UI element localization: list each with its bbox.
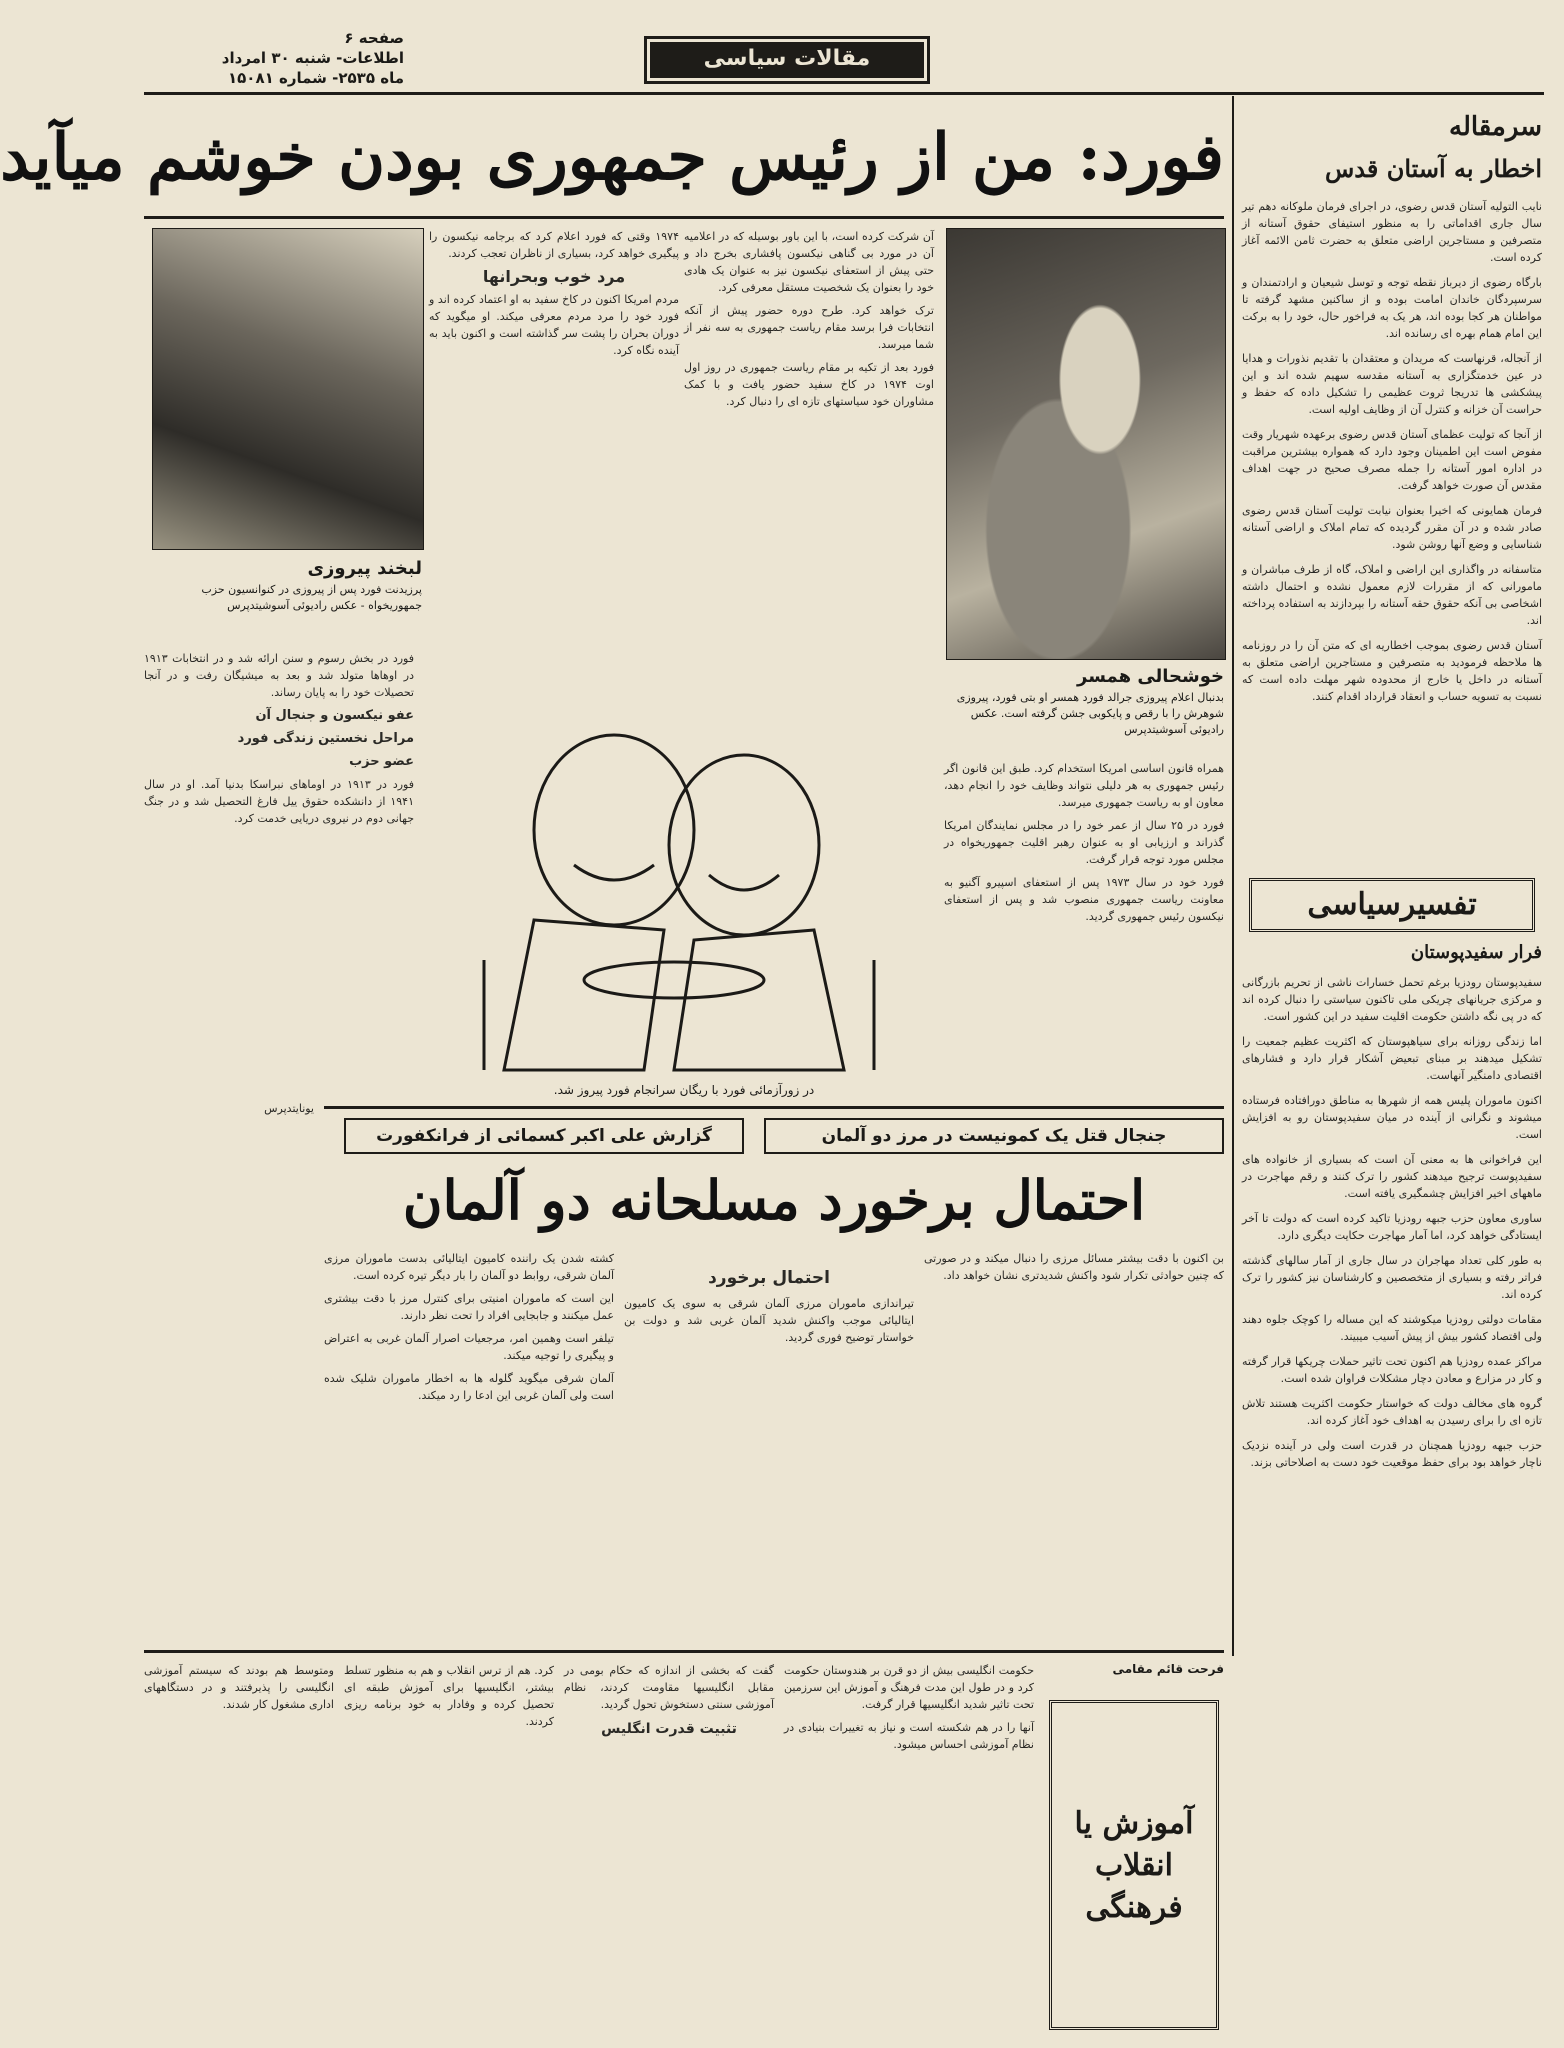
photo-caption-left: [152, 556, 422, 614]
photo-betty-ford: [946, 228, 1226, 660]
editorial-paragraph: از آنجاله، قرنهاست که مریدان و معتقدان با تقدیم نذورات و هدایا در عین خدمتگزاری به آستانه مقدسه سهیم شده اند و این پیشکشی ها تدریجا ثروت عظیمی را تشکیل داده که حفظ و حراست آن خزانه و کنترل آن از وظایف اولیه است.: [1242, 352, 1542, 416]
top-story-paragraph: فورد در ۱۹۱۳ در اوماهای نبراسکا بدنیا آمد. او در سال ۱۹۴۱ از دانشکده حقوق ییل فارغ التحصیل شد و در جنگ جهانی دوم در نیروی دریایی خدمت کرد.: [144, 778, 414, 825]
top-story-paragraph: فورد بعد از تکیه بر مقام ریاست جمهوری در روز اول اوت ۱۹۷۴ در کاخ سفید حضور یافت و با کمک مشاوران خود سیاستهای تازه ای را دنبال کرد.: [684, 361, 934, 408]
second-story-paragraph: کشته شدن یک راننده کامیون ایتالیائی بدست ماموران مرزی آلمان شرقی، روابط دو آلمان را بار دیگر تیره کرده است.: [324, 1252, 614, 1282]
third-story-byline: فرحت قائم مقامی: [1112, 1662, 1224, 1676]
commentary-paragraph: مراکز عمده رودزیا هم اکنون تحت تاثیر حملات چریکها قرار گرفته و کار در مزارع و معادن دچار مشکلات فراوان شده است.: [1242, 1355, 1542, 1385]
third-story-subhead: تثبیت قدرت انگلیس: [601, 1721, 737, 1737]
second-story-subhead: احتمال برخورد: [708, 1268, 830, 1288]
top-story-lower-left: [144, 650, 414, 1100]
second-story-col-left: [324, 1250, 614, 1640]
top-story-paragraph: فورد در ۲۵ سال از عمر خود را در مجلس نمایندگان امریکا گذراند و ارزیابی او به عنوان رهبر اقلیت جمهوریخواه در مجلس مورد توجه قرار گرفت.: [944, 819, 1224, 866]
third-story-paragraph: آنها را در هم شکسته است و نیاز به تغییرات بنیادی در نظام آموزشی احساس میشود.: [784, 1721, 1034, 1751]
third-story-rule: [144, 1650, 1224, 1653]
commentary-paragraph: مقامات دولتی رودزیا میکوشند که این مساله را کوچک جلوه دهند ولی اقتصاد کشور بیش از پیش آسیب میبیند.: [1242, 1313, 1542, 1343]
second-story-credit: یونایتدپرس: [264, 1102, 314, 1115]
editorial-title: اخطار به آستان قدس: [1324, 154, 1542, 183]
second-story-col-mid: [624, 1250, 914, 1640]
commentary-paragraph: اما زندگی روزانه برای سیاهپوستان که اکثریت عظیم جمعیت را تشکیل میدهند بر مبنای تبعیض آشکار قرار دارد و فشارهای اقتصادی دامنگیر آنهاست.: [1242, 1035, 1542, 1082]
section-tab: مقالات سیاسی: [644, 36, 930, 84]
top-story-subhead: مرد خوب وبحرانها: [482, 267, 626, 286]
top-story-paragraph: فورد در بخش رسوم و سنن ارائه شد و در انتخابات ۱۹۱۳ در اوهاها متولد شد و بعد به میشیگان رفت و در آنجا تحصیلات خود را به پایان رساند.: [144, 652, 414, 699]
top-story-paragraph: همراه قانون اساسی امریکا استخدام کرد. طبق این قانون اگر رئیس جمهوری به هر دلیلی نتواند وظایف خود را انجام دهد، معاون او به ریاست جمهوری میرسد.: [944, 762, 1224, 809]
commentary-box: [1249, 878, 1535, 932]
editorial-body: [1242, 198, 1542, 828]
editorial-paragraph: بارگاه رضوی از دیرباز نقطه توجه و توسل شیعیان و ارادتمندان و سرسپردگان خاندان امامت بوده و از ساکنین مشهد گرفته تا مواطنان هر کجا بوده اند، هر یک به فراخور حال، خود را به برکت این امام همام بهره ای رسانده اند.: [1242, 276, 1542, 340]
editorial-paragraph: آستان قدس رضوی بموجب اخطاریه ای که متن آن را در روزنامه ها ملاحظه فرمودید به متصرفین و مستاجرین اراضی متعلق به آستانه در داخل یا خارج از محدوده شهر مهلت داده است که نسبت به تسویه حساب و انعقاد قرارداد اقدام کنند.: [1242, 639, 1542, 703]
commentary-box-title: تفسیرسیاسی: [1307, 887, 1477, 922]
photo-caption-left-text: پرزیدنت فورد پس از پیروزی در کنوانسیون حزب جمهوریخواه - عکس رادیوئی آسوشیتدپرس: [201, 583, 422, 612]
second-story-paragraph: تیراندازی ماموران مرزی آلمان شرقی به سوی یک کامیون ایتالیائی موجب واکنش شدید آلمان غربی شد و دولت بن خواستار توضیح فوری گردید.: [624, 1297, 914, 1344]
top-story-subhead: عفو نیکسون و جنجال آن: [255, 708, 414, 723]
commentary-body: [1242, 974, 1542, 1974]
photo-caption-left-title: لبخند پیروزی: [307, 558, 422, 579]
third-story-paragraph: ومتوسط هم بودند که سیستم آموزشی انگلیسی را پذیرفتند و در دستگاههای اداری مشغول کار شدند.: [144, 1664, 334, 1711]
top-story-col2: [429, 228, 679, 658]
third-story-paragraph: کرد. هم از ترس انقلاب و هم به منظور تسلط بیشتر، انگلیسیها برای آموزش طبقه ای تحصیل کرده و وفادار به خود برنامه ریزی کردند.: [344, 1664, 554, 1728]
photo-caption-right-text: بدنبال اعلام پیروزی جرالد فورد همسر او بتی فورد، پیروزی شوهرش را با رقص و پایکوبی جشن گرفته است. عکس رادیوئی آسوشیتدپرس: [956, 691, 1224, 736]
top-story-paragraph: آن شرکت کرده است، با این باور بوسیله که در اعلامیه آن در مورد بی گناهی نیکسون پافشاری بخرج داد و حتی پیش از استعفای نیکسون نیز به عنوان یک هادی خود را بعنوان یک شخصیت مستقل معرفی کرد.: [684, 230, 934, 294]
header-rule: [144, 92, 1544, 95]
commentary-paragraph: حزب جبهه رودزیا همچنان در قدرت است ولی در آینده نزدیک ناچار خواهد بود برای حفظ موقعیت خود دست به اصلاحاتی بزند.: [1242, 1439, 1542, 1469]
editorial-paragraph: متاسفانه در واگذاری این اراضی و املاک، گاه از طرف مباشران و مامورانی که از مقررات لازم معمول نشده و احتمال داشته اشخاصی بی آنکه حقوق حقه آستانه را بپردازند به استفاده پرداخته اند.: [1242, 563, 1542, 627]
photo-gerald-ford: [152, 228, 424, 550]
commentary-column: [1242, 940, 1542, 1974]
main-headline: فورد: من از رئیس جمهوری بودن خوشم میآید: [0, 120, 1224, 195]
third-story-col-2: [344, 1662, 554, 2032]
issue-date: اطلاعات- شنبه ۳۰ امرداد: [221, 49, 404, 67]
masthead-meta: [144, 28, 404, 88]
editorial-paragraph: از آنجا که تولیت عظمای آستان قدس رضوی برعهده شهریار وقت مفوض است این اطمینان وجود دارد که همواره بیشترین مراقبت در اداره امور آستانه را جمله مصرف صحیح در جهت اهداف مقدس آن صورت خواهد گرفت.: [1242, 428, 1542, 492]
page-label: صفحه ۶: [344, 29, 404, 47]
second-story-col-right: [924, 1250, 1224, 1640]
commentary-paragraph: ساوری معاون حزب جبهه رودزیا تاکید کرده است که دولت تا آخر ایستادگی خواهد کرد، اما آمار مهاجرت حکایت دیگری دارد.: [1242, 1212, 1542, 1242]
commentary-paragraph: اکنون ماموران پلیس همه از شهرها به مناطق دورافتاده فرستاده میشوند و نگرانی از آینده در میان سفیدپوستان رو به افزایش است.: [1242, 1094, 1542, 1141]
cartoon-caption: در زورآزمائی فورد با ریگان سرانجام فورد پیروز شد.: [553, 1083, 815, 1097]
third-story-paragraph: حکومت انگلیسی بیش از دو قرن بر هندوستان حکومت کرد و در طول این مدت فرهنگ و آموزش این سرزمین تحت تاثیر شدید انگلیسیها قرار گرفت.: [784, 1664, 1034, 1711]
second-story-col-far-left: [144, 1100, 314, 1600]
second-story-paragraph: تیلفر است وهمین امر، مرجعیات اصرار آلمان غربی به اعتراض و پیگیری را توجیه میکند.: [324, 1332, 614, 1362]
third-story-col-4: [784, 1662, 1034, 2032]
editorial: [1242, 110, 1542, 828]
second-story-headline: احتمال برخورد مسلحانه دو آلمان: [402, 1168, 1146, 1232]
second-story-paragraph: این است که ماموران امنیتی برای کنترل مرز با دقت بیشتری عمل میکنند و جابجایی افراد را تحت نظر دارند.: [324, 1292, 614, 1322]
top-story-lower-right: [944, 760, 1224, 1100]
top-story-paragraph: فورد خود در سال ۱۹۷۳ پس از استعفای اسپیرو آگنیو به معاونت ریاست جمهوری منصوب شد و پس از استعفای نیکسون رئیس جمهوری گردید.: [944, 876, 1224, 923]
commentary-paragraph: این فراخوانی ها به معنی آن است که بسیاری از خانواده های سفیدپوست ترجیح میدهند کشور را ترک کنند و رقم مهاجرت در ماههای اخیر افزایش چشمگیری یافته است.: [1242, 1153, 1542, 1200]
second-story-paragraph: آلمان شرقی میگوید گلوله ها به اخطار ماموران شلیک شده است ولی آلمان غربی این ادعا را رد میکند.: [324, 1372, 614, 1402]
third-story-title-box: آموزش یا انقلاب فرهنگی: [1049, 1700, 1219, 2030]
commentary-paragraph: گروه های مخالف دولت که خواستار حکومت اکثریت هستند تلاش تازه ای را برای رسیدن به اهداف خود آغاز کرده اند.: [1242, 1397, 1542, 1427]
top-story-paragraph: ۱۹۷۴ وقتی که فورد اعلام کرد که برجامه نیکسون را پیگیری خواهد کرد، بسیاری از ناظران تعجب کردند.: [429, 230, 679, 260]
photo-caption-right: [946, 664, 1224, 738]
editorial-kicker: سرمقاله: [1449, 112, 1542, 142]
editorial-paragraph: نایب التولیه آستان قدس رضوی، در اجرای فرمان ملوکانه دهم تیر سال جاری اقداماتی را به منظور استیفای حقوق آستانه از متصرفین و مستاجرین اراضی متعلق به حضرت ثامن الائمه آغاز کرده است.: [1242, 200, 1542, 264]
top-story-subhead: عضو حزب: [349, 754, 414, 769]
photo-caption-right-title: خوشحالی همسر: [1077, 666, 1224, 687]
top-story-paragraph: ترک خواهد کرد. طرح دوره حضور پیش از آنکه انتخابات فرا برسد مقام ریاست جمهوری به سه نفر از شما میرسد.: [684, 304, 934, 351]
headline-rule: [144, 216, 1224, 219]
editorial-paragraph: فرمان همایونی که اخیرا بعنوان نیابت تولیت آستان قدس رضوی صادر شده و در آن مقرر گردیده که تمام املاک و اراضی آستانه شناسایی و وضع آنها روشن شود.: [1242, 504, 1542, 551]
top-story-col1: [684, 228, 934, 658]
commentary-paragraph: سفیدپوستان رودزیا برغم تحمل خسارات ناشی از تحریم بازرگانی و مرکزی جریانهای چریکی ملی تاکنون سیاستی را دنبال کرده اند که در پی نگه داشتن حکومت اقلیت سفید در این کشور است.: [1242, 976, 1542, 1023]
second-story-rule: [324, 1106, 1224, 1109]
top-story-paragraph: مردم امریکا اکنون در کاخ سفید به او اعتماد کرده اند و فورد خود را مرد مردم معرفی میکند. او میگوید که دوران بحران را پشت سر گذاشته است و اکنون باید به آینده نگاه کرد.: [429, 293, 679, 357]
third-story-paragraph: گفت که بخشی از اندازه که حکام بومی در مقابل انگلیسیها مقاومت کردند، نظام آموزشی سنتی دستخوش تحول گردید.: [564, 1664, 774, 1711]
second-story-byline-box: گزارش علی اکبر کسمائی از فرانکفورت: [344, 1118, 744, 1154]
third-story-col-3: [564, 1662, 774, 2032]
commentary-paragraph: به طور کلی تعداد مهاجران در سال جاری از آمار سالهای گذشته فراتر رفته و بسیاری از متخصصین و کارشناسان نیز کشور را ترک کرده اند.: [1242, 1254, 1542, 1301]
issue-number: ماه ۲۵۳۵- شماره ۱۵۰۸۱: [227, 69, 404, 87]
second-story-paragraph: بن اکنون با دقت بیشتر مسائل مرزی را دنبال میکند و در صورتی که چنین حوادثی تکرار شود واکنش شدیدتری نشان خواهد داد.: [924, 1252, 1224, 1282]
commentary-subtitle: فرار سفیدپوستان: [1410, 942, 1542, 963]
top-story-subhead: مراحل نخستین زندگی فورد: [237, 731, 414, 746]
cartoon-ford-reagan: [424, 680, 934, 1080]
third-story-col-1: [144, 1662, 334, 2032]
sidebar-divider: [1232, 96, 1234, 1656]
second-story-kicker-box: جنجال قتل یک کمونیست در مرز دو آلمان: [764, 1118, 1224, 1154]
